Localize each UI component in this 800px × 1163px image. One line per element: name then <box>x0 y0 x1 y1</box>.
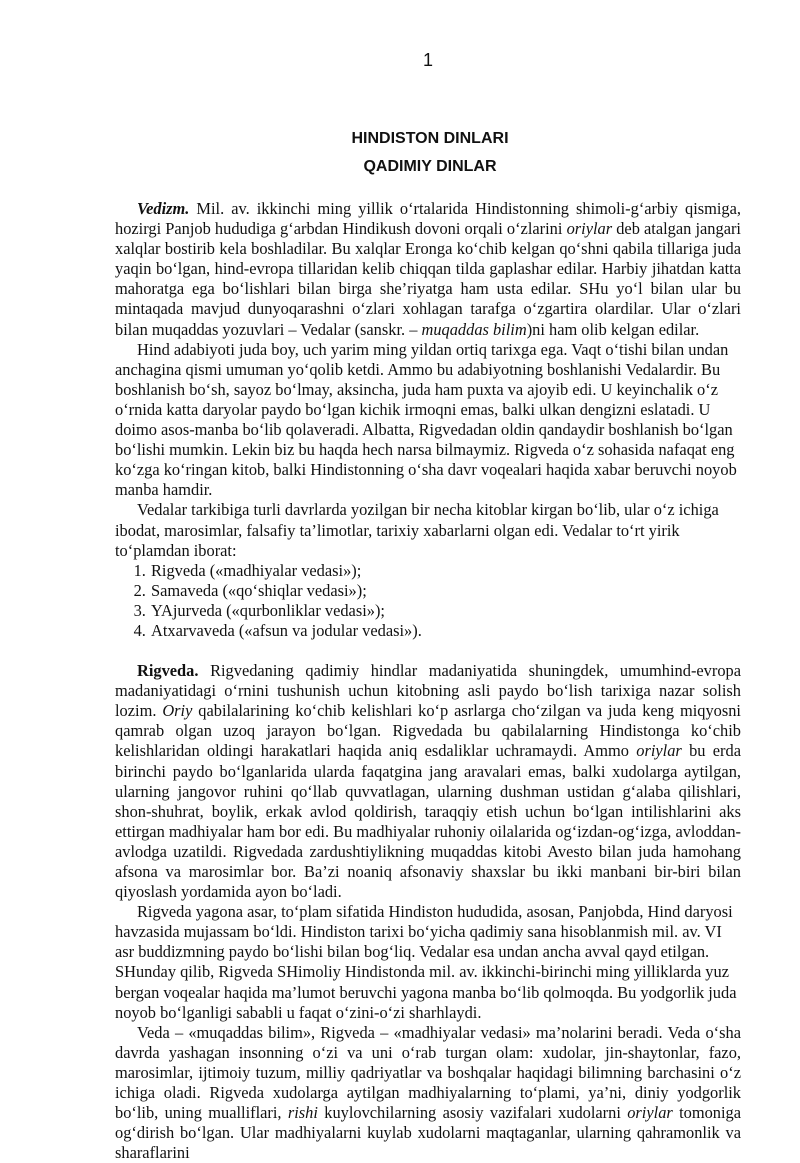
rigveda-text-1: Rigvedaning qadimiy hindlar madaniyatida shuningdek, umumhind-evropa madaniyatidagi o‘rnini tushunish uchun kitobning asli paydo bo‘lish tarixiga nazar solish lozim. <box>115 661 741 721</box>
rigveda-text-3: bu erda birinchi paydo bo‘lganlarida ularda faqatgina jang aravalari emas, balki xudolarga aytilgan, ularning jangovor ruhini qo‘llab quvvatlagan, ularning dushman ustidan g‘alaba qilishlari, shon-shuhrat, boylik, erkak avlod qoldirish, taraqqiy etish uchun bo‘lgan intilishlarini aks ettirgan madhiyalar ham bor edi. Bu madhiyalar ruhoniy oilalarida og‘izdan-og‘izga, avloddan-avlodga uzatildi. Rigvedada zardushtiylikning muqaddas kitobi Avesto bilan juda hamohang afsona va marosimlar bor. Ba’zi noaniq afsonaviy shaxslar bu ikki manbani bir-biri bilan qiyoslash yordamida ayon bo‘ladi. <box>115 741 741 902</box>
paragraph-yagona: Rigveda yagona asar, to‘plam sifatida Hindiston hududida, asosan, Panjobda, Hind daryosi havzasida mujassam bo‘ldi. Hindiston tarixi bo‘yicha qadimiy sana hisoblanmish mil. av. VI asr buddizmning paydo bo‘lishi bilan bog‘liq. Vedalar esa undan ancha avval qayd etilgan. SHunday qilib, Rigveda SHimoliy Hindistonda mil. av. ikkinchi-birinchi ming yilliklarda yuz bergan voqealar haqida ma’lumot beruvchi yagona manba bo‘lib qolmoqda. Bu yodgorlik juda noyob bo‘lganligi sababli u faqat o‘zini-o‘zi sharhlaydi. <box>115 902 737 1022</box>
veda-text-3: tomoniga og‘dirish bo‘lgan. Ular madhiyalarni kuylab xudolarni maqtaganlar, ularning qahramonlik va sharaflarini <box>115 1103 742 1163</box>
veda-text-1: Veda – «muqaddas bilim», Rigveda – «madhiyalar vedasi» ma’nolarini beradi. Veda o‘sha davrda yashagan insonning o‘zi va uni o‘rab turgan olam: xudolar, jin-shaytonlar, fazo, marosimlar, ijtimoiy tuzum, milliy qadriyatlar va boshqalar haqidagi bilimning barchasini o‘z ichiga oladi. Rigveda xudolarga aytilgan madhiyalarning to‘plami, ya’ni, diniy yodgorlik bo‘lib, uning mualliflari, <box>115 1022 741 1123</box>
document-body <box>115 199 741 1163</box>
vedizm-text-1: Mil. av. ikkinchi ming yillik o‘rtalarida Hindistonning shimoli-g‘arbiy qismiga, hozirgi Panjob hududiga g‘arbdan Hindikush dovoni orqali o‘zlarini <box>115 199 741 239</box>
section-title: QADIMIY DINLAR <box>363 158 497 175</box>
rigveda-text-2: qabilalarining ko‘chib kelishlari ko‘p asrlarga cho‘zilgan va juda keng miqyosni qamrab olgan uzoq jarayon bo‘lgan. Rigvedada bu qabilalarning Hindistonga ko‘chib kelishlaridan oldingi harakatlari haqida aniq esdaliklar uchramaydi. Ammo <box>115 701 741 761</box>
paragraph-rigveda <box>115 661 741 902</box>
paragraph-vedizm <box>115 199 741 340</box>
page-number: 1 <box>422 50 433 70</box>
rigveda-italic-1: Oriy <box>162 701 193 721</box>
paragraph-veda <box>115 1023 741 1163</box>
veda-italic-2: oriylar <box>627 1103 673 1123</box>
paragraph-vedalar: Vedalar tarkibiga turli davrlarda yozilgan bir necha kitoblar kirgan bo‘lib, ular o‘z ichiga ibodat, marosimlar, falsafiy ta’limotlar, tarixiy xabarlarni olgan edi. Vedalar to‘rt yirik to‘plamdan iborat: <box>115 500 719 560</box>
list-item: 2. Samaveda («qo‘shiqlar vedasi»); <box>150 581 741 601</box>
rigveda-italic-2: oriylar <box>636 741 682 761</box>
paragraph-adabiyot: Hind adabiyoti juda boy, uch yarim ming yildan ortiq tarixga ega. Vaqt o‘tishi bilan undan anchagina qismi umuman yo‘qolib ketdi. Ammo bu adabiyotning boshlanishi Vedalardir. Bu boshlanish bo‘sh, sayoz bo‘lmay, aksincha, juda ham puxta va ajoyib edi. U keyinchalik o‘z o‘rnida katta daryolar paydo bo‘lgan kichik irmoqni emas, balki ulkan dengizni eslatadi. U doimo asos-manba bo‘lib qolaveradi. Albatta, Rigvedadan oldin qandaydir boshlanish bo‘lgan bo‘lishi mumkin. Lekin biz bu haqda hech narsa bilmaymiz. Rigveda o‘z sohasida nafaqat eng ko‘zga ko‘ringan kitob, balki Hindistonning o‘sha davr voqealari haqida xabar beruvchi noyob manba hamdir. <box>115 339 737 500</box>
veda-list <box>115 561 741 641</box>
list-item: 1. Rigveda («madhiyalar vedasi»); <box>150 561 741 581</box>
list-item: 3. YAjurveda («qurbonliklar vedasi»); <box>150 601 741 621</box>
page-title: HINDISTON DINLARI <box>351 130 509 147</box>
vedizm-lead: Vedizm. <box>137 199 190 218</box>
section-spacer <box>115 641 741 661</box>
rigveda-lead: Rigveda. <box>137 661 199 681</box>
list-item: 4. Atxarvaveda («afsun va jodular vedasi»). <box>150 621 741 641</box>
vedizm-italic-2: muqaddas bilim <box>421 319 527 339</box>
veda-italic-1: rishi <box>287 1103 318 1123</box>
vedizm-italic-1: oriylar <box>566 219 613 239</box>
veda-text-2: kuylovchilarning asosiy vazifalari xudolarni <box>317 1103 628 1123</box>
vedizm-text-3: )ni ham olib kelgan edilar. <box>526 319 700 339</box>
vedizm-text-2: deb atalgan jangari xalqlar bostirib kela boshladilar. Bu xalqlar Eronga ko‘chib kelgan qo‘shni qabila tillariga juda yaqin bo‘lgan, hind-evropa tillaridan kelib chiqqan tilda gaplashar edilar. Harbiy jihatdan katta mahoratga ega bo‘lishlari bilan birga she’riyatga ham usta edilar. SHu yo‘l bilan ular bu mintaqada mavjud dunyoqarashni o‘zlari xohlagan tarafga o‘zgartira olardilar. Ular o‘zlari bilan muqaddas yozuvlari – Vedalar (sanskr. – <box>115 219 741 339</box>
